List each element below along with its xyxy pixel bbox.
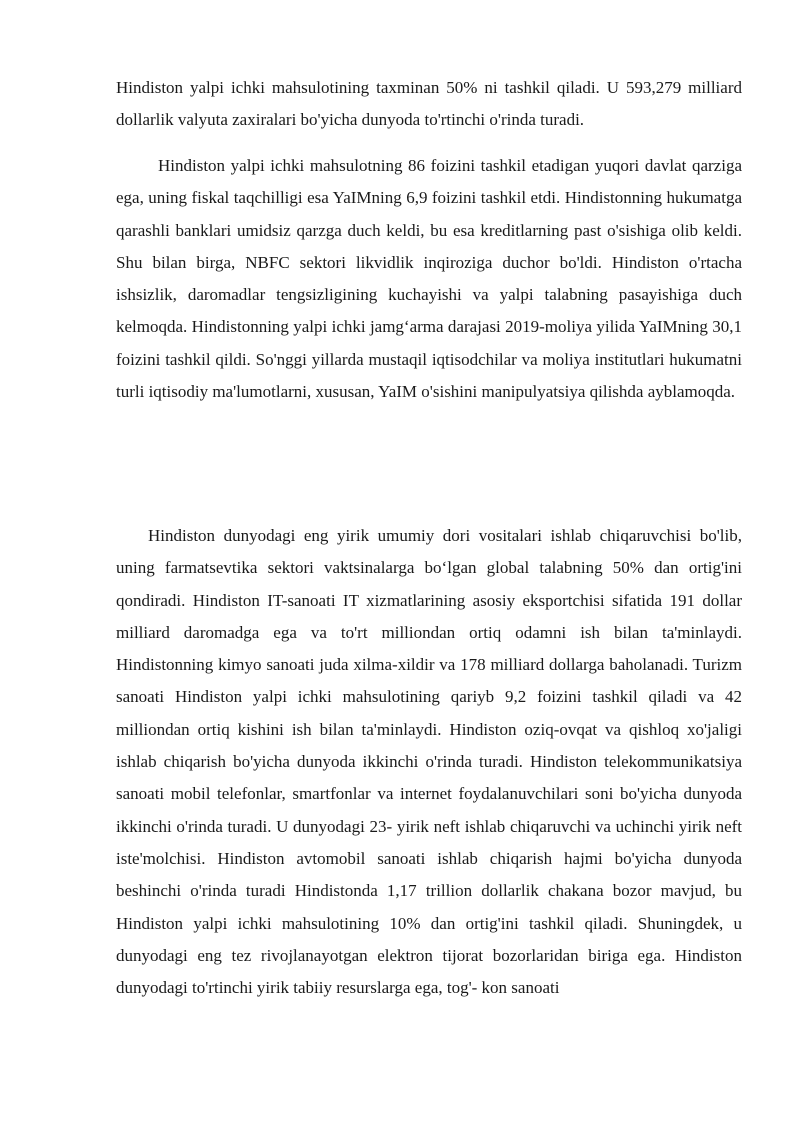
paragraph-block-1 [116, 72, 742, 137]
paragraph-2: Hindiston yalpi ichki mahsulotning 86 foizini tashkil etadigan yuqori davlat qarziga ega, uning fiskal taqchilligi esa YaIMning 6,9 foizini tashkil etdi. Hindistonning hukumatga qarashli banklari umidsiz qarzga duch keldi, bu esa kreditlarning past o'sishiga olib keldi. Shu bilan birga, NBFC sektori likvidlik inqiroziga duchor bo'ldi. Hindiston o'rtacha ishsizlik, daromadlar tengsizligining kuchayishi va yalpi talabning pasayishiga duch kelmoqda. Hindistonning yalpi ichki jamg‘arma darajasi 2019-moliya yilida YaIMning 30,1 foizini tashkil qildi. So'nggi yillarda mustaqil iqtisodchilar va moliya institutlari hukumatni turli iqtisodiy ma'lumotlarni, xususan, YaIM o'sishini manipulyatsiya qilishda ayblamoqda. [116, 156, 742, 402]
paragraph-3: Hindiston dunyodagi eng yirik umumiy dori vositalari ishlab chiqaruvchisi bo'lib, uning farmatsevtika sektori vaktsinalarga bo‘lgan global talabning 50% dan ortig'ini qondiradi. Hindiston IT-sanoati IT xizmatlarining asosiy eksportchisi sifatida 191 dollar milliard daromadga ega va to'rt milliondan ortiq odamni ish bilan ta'minlaydi. Hindistonning kimyo sanoati juda xilma-xildir va 178 milliard dollarga baholanadi. Turizm sanoati Hindiston yalpi ichki mahsulotining qariyb 9,2 foizini tashkil qiladi va 42 milliondan ortiq kishini ish bilan ta'minlaydi. Hindiston oziq-ovqat va qishloq xo'jaligi ishlab chiqarish bo'yicha dunyoda ikkinchi o'rinda turadi. Hindiston telekommunikatsiya sanoati mobil telefonlar, smartfonlar va internet foydalanuvchilari soni bo'yicha dunyoda ikkinchi o'rinda turadi. U dunyodagi 23- yirik neft ishlab chiqaruvchi va uchinchi yirik neft iste'molchisi. Hindiston avtomobil sanoati ishlab chiqarish hajmi bo'yicha dunyoda beshinchi o'rinda turadi Hindistonda 1,17 trillion dollarlik chakana bozor mavjud, bu Hindiston yalpi ichki mahsulotining 10% dan ortig'ini tashkil qiladi. Shuningdek, u dunyodagi eng tez rivojlanayotgan elektron tijorat bozorlaridan biriga ega. Hindiston dunyodagi to'rtinchi yirik tabiiy resurslarga ega, tog'- kon sanoati [116, 526, 742, 998]
paragraph-block-3 [116, 520, 742, 1004]
paragraph-1: Hindiston yalpi ichki mahsulotining taxminan 50% ni tashkil qiladi. U 593,279 milliard dollarlik valyuta zaxiralari bo'yicha dunyoda to'rtinchi o'rinda turadi. [116, 78, 742, 130]
paragraph-block-2 [116, 150, 742, 408]
